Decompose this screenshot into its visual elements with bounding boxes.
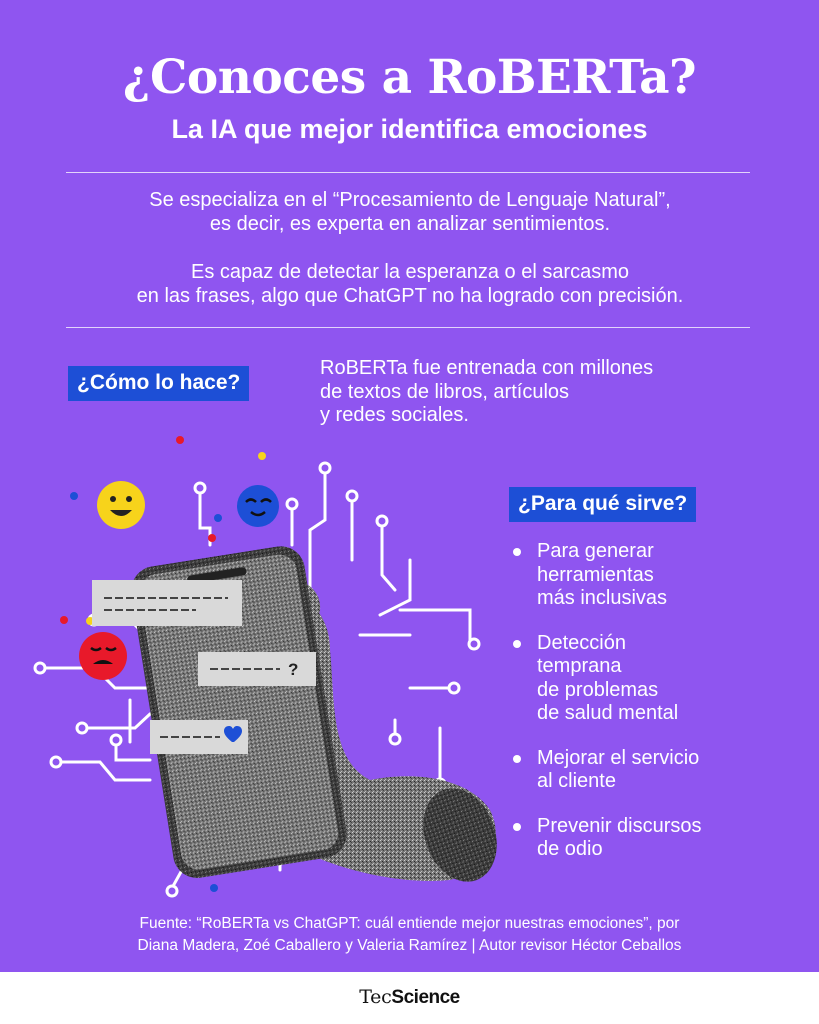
use-item-1: Para generar herramientas más inclusivas: [537, 540, 668, 609]
list-item: [512, 815, 812, 862]
bullet-icon: [513, 548, 521, 556]
chat-bubble-1: [92, 580, 242, 626]
uses-label: ¿Para qué sirve?: [509, 487, 696, 522]
use-item-2: Detección temprana de problemas de salud mental: [537, 631, 679, 724]
brand-logo: [0, 986, 819, 1009]
angry-emoji-icon: [79, 632, 127, 680]
list-item: [512, 540, 812, 611]
bullet-icon: [513, 640, 521, 648]
brand-suffix: Science: [391, 987, 460, 1008]
content-emoji-icon: [237, 485, 279, 527]
how-label: ¿Cómo lo hace?: [68, 366, 249, 401]
use-item-4: Prevenir discursos de odio: [537, 814, 702, 860]
uses-list: [512, 540, 812, 883]
list-item: [512, 747, 812, 794]
use-item-3: Mejorar el servicio al cliente: [537, 746, 700, 792]
intro-paragraph-1: Se especializa en el “Procesamiento de Lenguaje Natural”, es decir, es experta en analizar sentimientos.: [149, 189, 671, 235]
divider-top: [66, 172, 750, 173]
list-item: [512, 632, 812, 726]
page-subtitle: La IA que mejor identifica emociones: [171, 114, 648, 144]
divider-bottom: [66, 327, 750, 328]
bullet-icon: [513, 755, 521, 763]
source-citation: Fuente: “RoBERTa vs ChatGPT: cuál entiende mejor nuestras emociones”, por Diana Madera, Zoé Caballero y Valeria Ramírez | Autor revisor Héctor Ceballos: [137, 915, 682, 954]
chat-bubble-question: [198, 652, 316, 686]
bullet-icon: [513, 823, 521, 831]
brand-prefix: Tec: [359, 986, 392, 1008]
happy-emoji-icon: [97, 481, 145, 529]
how-description: RoBERTa fue entrenada con millones de textos de libros, artículos y redes sociales.: [320, 357, 654, 426]
intro-paragraph-2: Es capaz de detectar la esperanza o el sarcasmo en las frases, algo que ChatGPT no ha logrado con precisión.: [136, 261, 684, 307]
page-title: ¿Conoces a RoBERTa?: [122, 50, 697, 105]
question-mark-icon: ?: [288, 660, 299, 679]
chat-bubble-heart: [150, 720, 248, 754]
